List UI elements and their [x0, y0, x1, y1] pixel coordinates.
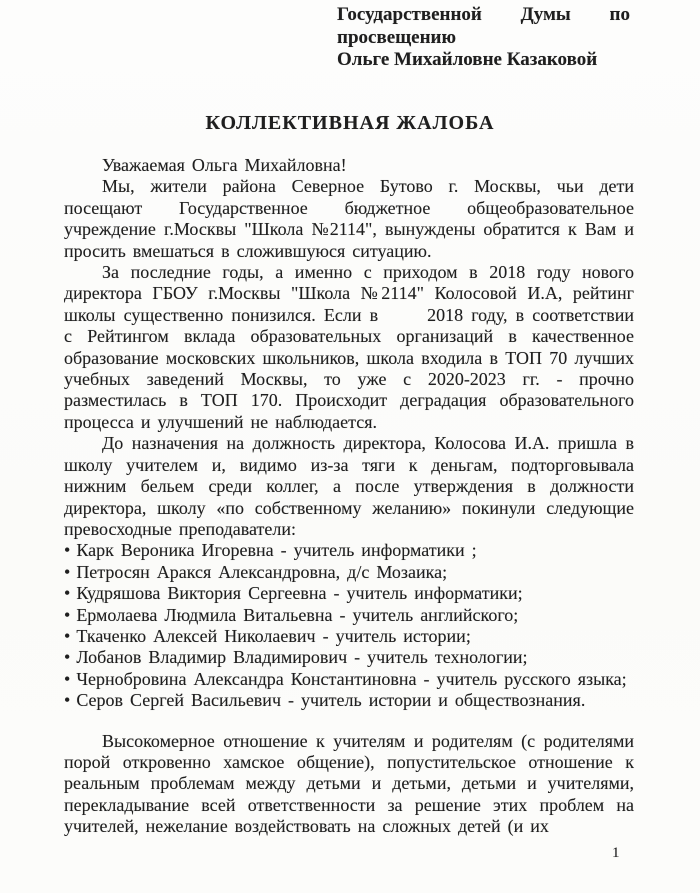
salutation: Уважаемая Ольга Михайловна!	[102, 155, 347, 175]
document-title: КОЛЛЕКТИВНАЯ ЖАЛОБА	[205, 112, 495, 134]
list-item	[64, 647, 634, 668]
list-item	[64, 583, 634, 604]
paragraph-director: До назначения на должность директора, Колосова И.А. пришла в школу учителем и, видимо из-за тяги к деньгам, подторговывала нижним бельем среди коллег, а после утверждения в должности директора, школу «по собственному желанию» покинули следующие превосходные преподаватели:	[64, 433, 634, 539]
bullet-icon: •	[64, 583, 71, 604]
teacher-entry: Ермолаева Людмила Витальевна - учитель английского;	[76, 604, 519, 625]
addressee-line: Государственной Думы по	[337, 4, 630, 25]
teacher-entry: Ткаченко Алексей Николаевич - учитель истории;	[76, 625, 471, 646]
addressee-line: просвещению	[337, 26, 457, 48]
teacher-entry: Чернобровина Александра Константиновна - учитель русского языка;	[76, 668, 627, 689]
list-item	[64, 626, 634, 647]
list-item	[64, 669, 634, 690]
teacher-list	[64, 540, 634, 711]
list-item	[64, 605, 634, 626]
bullet-icon: •	[64, 604, 71, 625]
list-item	[64, 690, 634, 711]
document-body	[64, 155, 634, 838]
teacher-entry: Лобанов Владимир Владимирович - учитель технологии;	[76, 647, 528, 668]
teacher-entry: Кудряшова Виктория Сергеевна - учитель информатики;	[76, 583, 523, 604]
teacher-entry: Карк Вероника Игоревна - учитель информатики ;	[76, 540, 477, 561]
paragraph-intro: Мы, жители района Северное Бутово г. Москвы, чьи дети посещают Государственное бюджетное общеобразовательное учреждение г.Москвы "Школа №2114", вынуждены обратится к Вам и просить вмешаться в сложившуюся ситуацию.	[64, 176, 634, 261]
teacher-entry: Серов Сергей Васильевич - учитель истории и обществознания.	[76, 690, 586, 711]
bullet-icon: •	[64, 647, 71, 668]
paragraph-rating: За последние годы, а именно с приходом в 2018 году нового директора ГБОУ г.Москвы "Школа №2114" Колосовой И.А, рейтинг школы существенно понизился. Если в 2018 году, в соответствии с Рейтингом вклада образовательных организаций в качественное образование московских школьников, школа входила в ТОП 70 лучших учебных заведений Москвы, то уже с 2020-2023 гг. - прочно разместилась в ТОП 170. Происходит деградация образовательного процесса и улучшений не наблюдается.	[64, 262, 634, 432]
bullet-icon: •	[64, 690, 71, 711]
bullet-icon: •	[64, 668, 71, 689]
bullet-icon: •	[64, 625, 71, 646]
bullet-icon: •	[64, 540, 71, 561]
paragraph-attitude: Высокомерное отношение к учителям и родителям (с родителями порой откровенно хамское общение), попустительское отношение к реальным проблемам между детьми и детьми, детьми и учителями, перекладывание всей ответственности за решение этих проблем на учителей, нежелание воздействовать на сложных детей (и их	[64, 730, 634, 837]
list-item	[64, 562, 634, 583]
page-number: 1	[612, 845, 620, 861]
addressee-line: Ольге Михайловне Казаковой	[337, 49, 598, 70]
bullet-icon: •	[64, 561, 71, 582]
teacher-entry: Петросян Аракся Александровна, д/с Мозаика;	[76, 561, 448, 582]
addressee-block	[337, 4, 630, 72]
list-item	[64, 540, 634, 561]
